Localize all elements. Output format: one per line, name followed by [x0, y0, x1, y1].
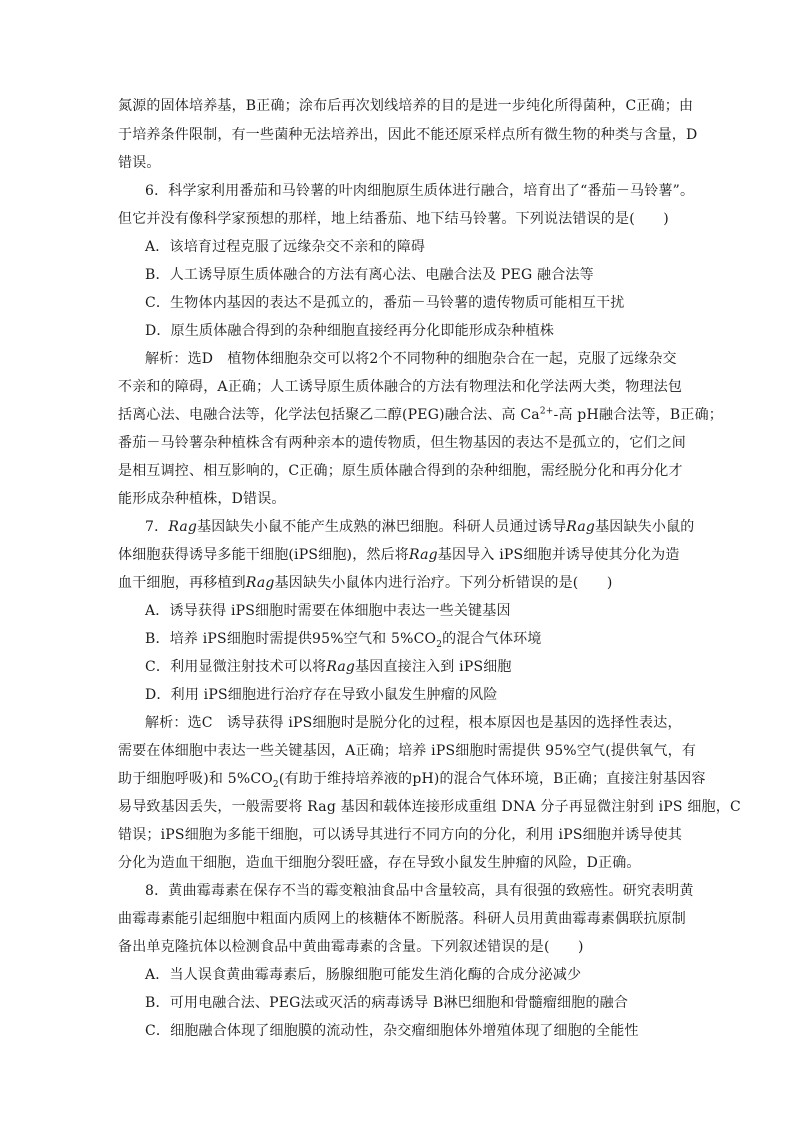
q8-option-b: B．可用电融合法、PEG法或灭活的病毒诱导 B淋巴细胞和骨髓瘤细胞的融合	[145, 995, 629, 1011]
q5-text-line: 氮源的固体培养基，B正确；涂布后再次划线培养的目的是进一步纯化所得菌种，C正确；由	[118, 98, 694, 114]
q6-analysis-text: 括离心法、电融合法等，化学法包括聚乙二醇(PEG)融合法、高 Ca	[118, 407, 540, 423]
q6-option-c: C．生物体内基因的表达不是孤立的，番茄－马铃薯的遗传物质可能相互干扰	[145, 295, 625, 311]
q7-analysis-line	[118, 769, 706, 790]
q7-text: 基因缺失小鼠体内进行治疗。下列分析错误的是( )	[274, 575, 613, 591]
q6-option-a: A．该培育过程克服了远缘杂交不亲和的障碍	[145, 239, 426, 255]
q7-number: 7．	[145, 519, 169, 535]
q6-analysis-line	[118, 405, 723, 425]
q7-analysis-line: 错误；iPS细胞为多能干细胞，可以诱导其进行不同方向的分化，利用 iPS细胞并诱导使其	[118, 827, 683, 843]
q6-option-d: D．原生质体融合得到的杂种细胞直接经再分化即能形成杂种植株	[145, 323, 555, 339]
q7-text: C．利用显微注射技术可以将	[145, 659, 327, 675]
q7-subscript: 2	[272, 779, 279, 790]
q7-option-c	[145, 657, 705, 677]
q6-analysis-line: 是相互调控、相互影响的，C正确；原生质体融合得到的杂种细胞，需经脱分化和再分化才	[118, 463, 683, 479]
q7-text: (有助于维持培养液的pH)的混合气体环境，B正确；直接注射基因容	[278, 771, 706, 787]
q7-text: 血干细胞，再移植到	[118, 575, 246, 591]
q7-gene-name: Rag	[245, 575, 275, 591]
q6-analysis-text: -高 pH融合法等，B正确；	[553, 407, 723, 423]
q7-gene-name: Rag	[409, 547, 438, 563]
q6-analysis-line: 番茄－马铃薯杂种植株含有两种亲本的遗传物质，但生物基因的表达不是孤立的，它们之间	[118, 435, 686, 451]
q6-option-b: B．人工诱导原生质体融合的方法有离心法、电融合法及 PEG 融合法等	[145, 267, 594, 283]
q5-text-line: 于培养条件限制，有一些菌种无法培养出，因此不能还原采样点所有微生物的种类与含量，D	[118, 127, 698, 143]
q7-option-b	[145, 629, 705, 649]
q7-text: B．培养 iPS细胞时需提供95%空气和 5%CO	[145, 631, 437, 647]
q7-stem-line	[118, 545, 678, 565]
q7-text: 的混合气体环境	[442, 631, 542, 647]
q7-analysis-line: 易导致基因丢失，一般需要将 Rag 基因和载体连接形成重组 DNA 分子再显微注射到 iPS 细胞，C	[118, 799, 741, 815]
q7-stem-line	[118, 573, 678, 593]
q7-analysis-line: 分化为造血干细胞，造血干细胞分裂旺盛，存在导致小鼠发生肿瘤的风险，D正确。	[118, 855, 641, 871]
q6-superscript: 2+	[539, 406, 554, 417]
q7-text: 体细胞获得诱导多能干细胞(iPS细胞)，然后将	[118, 547, 410, 563]
q7-analysis-line: 需要在体细胞中表达一些关键基因，A正确；培养 iPS细胞时需提供 95%空气(提供氧气，有	[118, 743, 697, 759]
q8-stem-line: 备出单克隆抗体以检测食品中黄曲霉毒素的含量。下列叙述错误的是( )	[118, 939, 584, 955]
q6-stem-line: 但它并没有像科学家预想的那样，地上结番茄、地下结马铃薯。下列说法错误的是( )	[118, 211, 669, 227]
q6-stem-line: 6．科学家利用番茄和马铃薯的叶肉细胞原生质体进行融合，培育出了“番茄－马铃薯”。	[145, 183, 695, 199]
q8-stem-line: 8．黄曲霉毒素在保存不当的霉变粮油食品中含量较高，具有很强的致癌性。研究表明黄	[145, 883, 694, 899]
q7-gene-name: Rag	[566, 519, 596, 535]
q7-option-d: D．利用 iPS细胞进行治疗存在导致小鼠发生肿瘤的风险	[145, 687, 498, 703]
q6-analysis-line: 不亲和的障碍，A正确；人工诱导原生质体融合的方法有物理法和化学法两大类，物理法包	[118, 379, 683, 395]
q7-gene-name: Rag	[326, 659, 356, 675]
q7-text: 基因导入 iPS细胞并诱导使其分化为造	[437, 547, 680, 563]
q6-analysis-line: 解析：选D 植物体细胞杂交可以将2个不同物种的细胞杂合在一起，克服了远缘杂交	[145, 351, 677, 367]
q8-option-a: A．当人误食黄曲霉毒素后，肠腺细胞可能发生消化酶的合成分泌减少	[145, 967, 582, 983]
q7-text: 基因缺失小鼠的	[595, 519, 695, 535]
q8-option-c: C．细胞融合体现了细胞膜的流动性，杂交瘤细胞体外增殖体现了细胞的全能性	[145, 1023, 639, 1039]
q7-text: 助于细胞呼吸)和 5%CO	[118, 771, 273, 787]
q7-analysis-line: 解析：选C 诱导获得 iPS细胞时是脱分化的过程，根本原因也是基因的选择性表达，	[145, 715, 682, 731]
q5-text-line: 错误。	[118, 155, 161, 171]
q7-gene-name: Rag	[168, 519, 198, 535]
q7-text: 基因直接注入到 iPS细胞	[355, 659, 512, 675]
q7-subscript: 2	[436, 639, 443, 650]
q7-stem-line	[145, 517, 705, 537]
q7-option-a: A．诱导获得 iPS细胞时需要在体细胞中表达一些关键基因	[145, 603, 511, 619]
q6-analysis-line: 能形成杂种植株，D错误。	[118, 491, 286, 507]
q8-stem-line: 曲霉毒素能引起细胞中粗面内质网上的核糖体不断脱落。科研人员用黄曲霉毒素偶联抗原制	[118, 911, 686, 927]
q7-text: 基因缺失小鼠不能产生成熟的淋巴细胞。科研人员通过诱导	[197, 519, 567, 535]
